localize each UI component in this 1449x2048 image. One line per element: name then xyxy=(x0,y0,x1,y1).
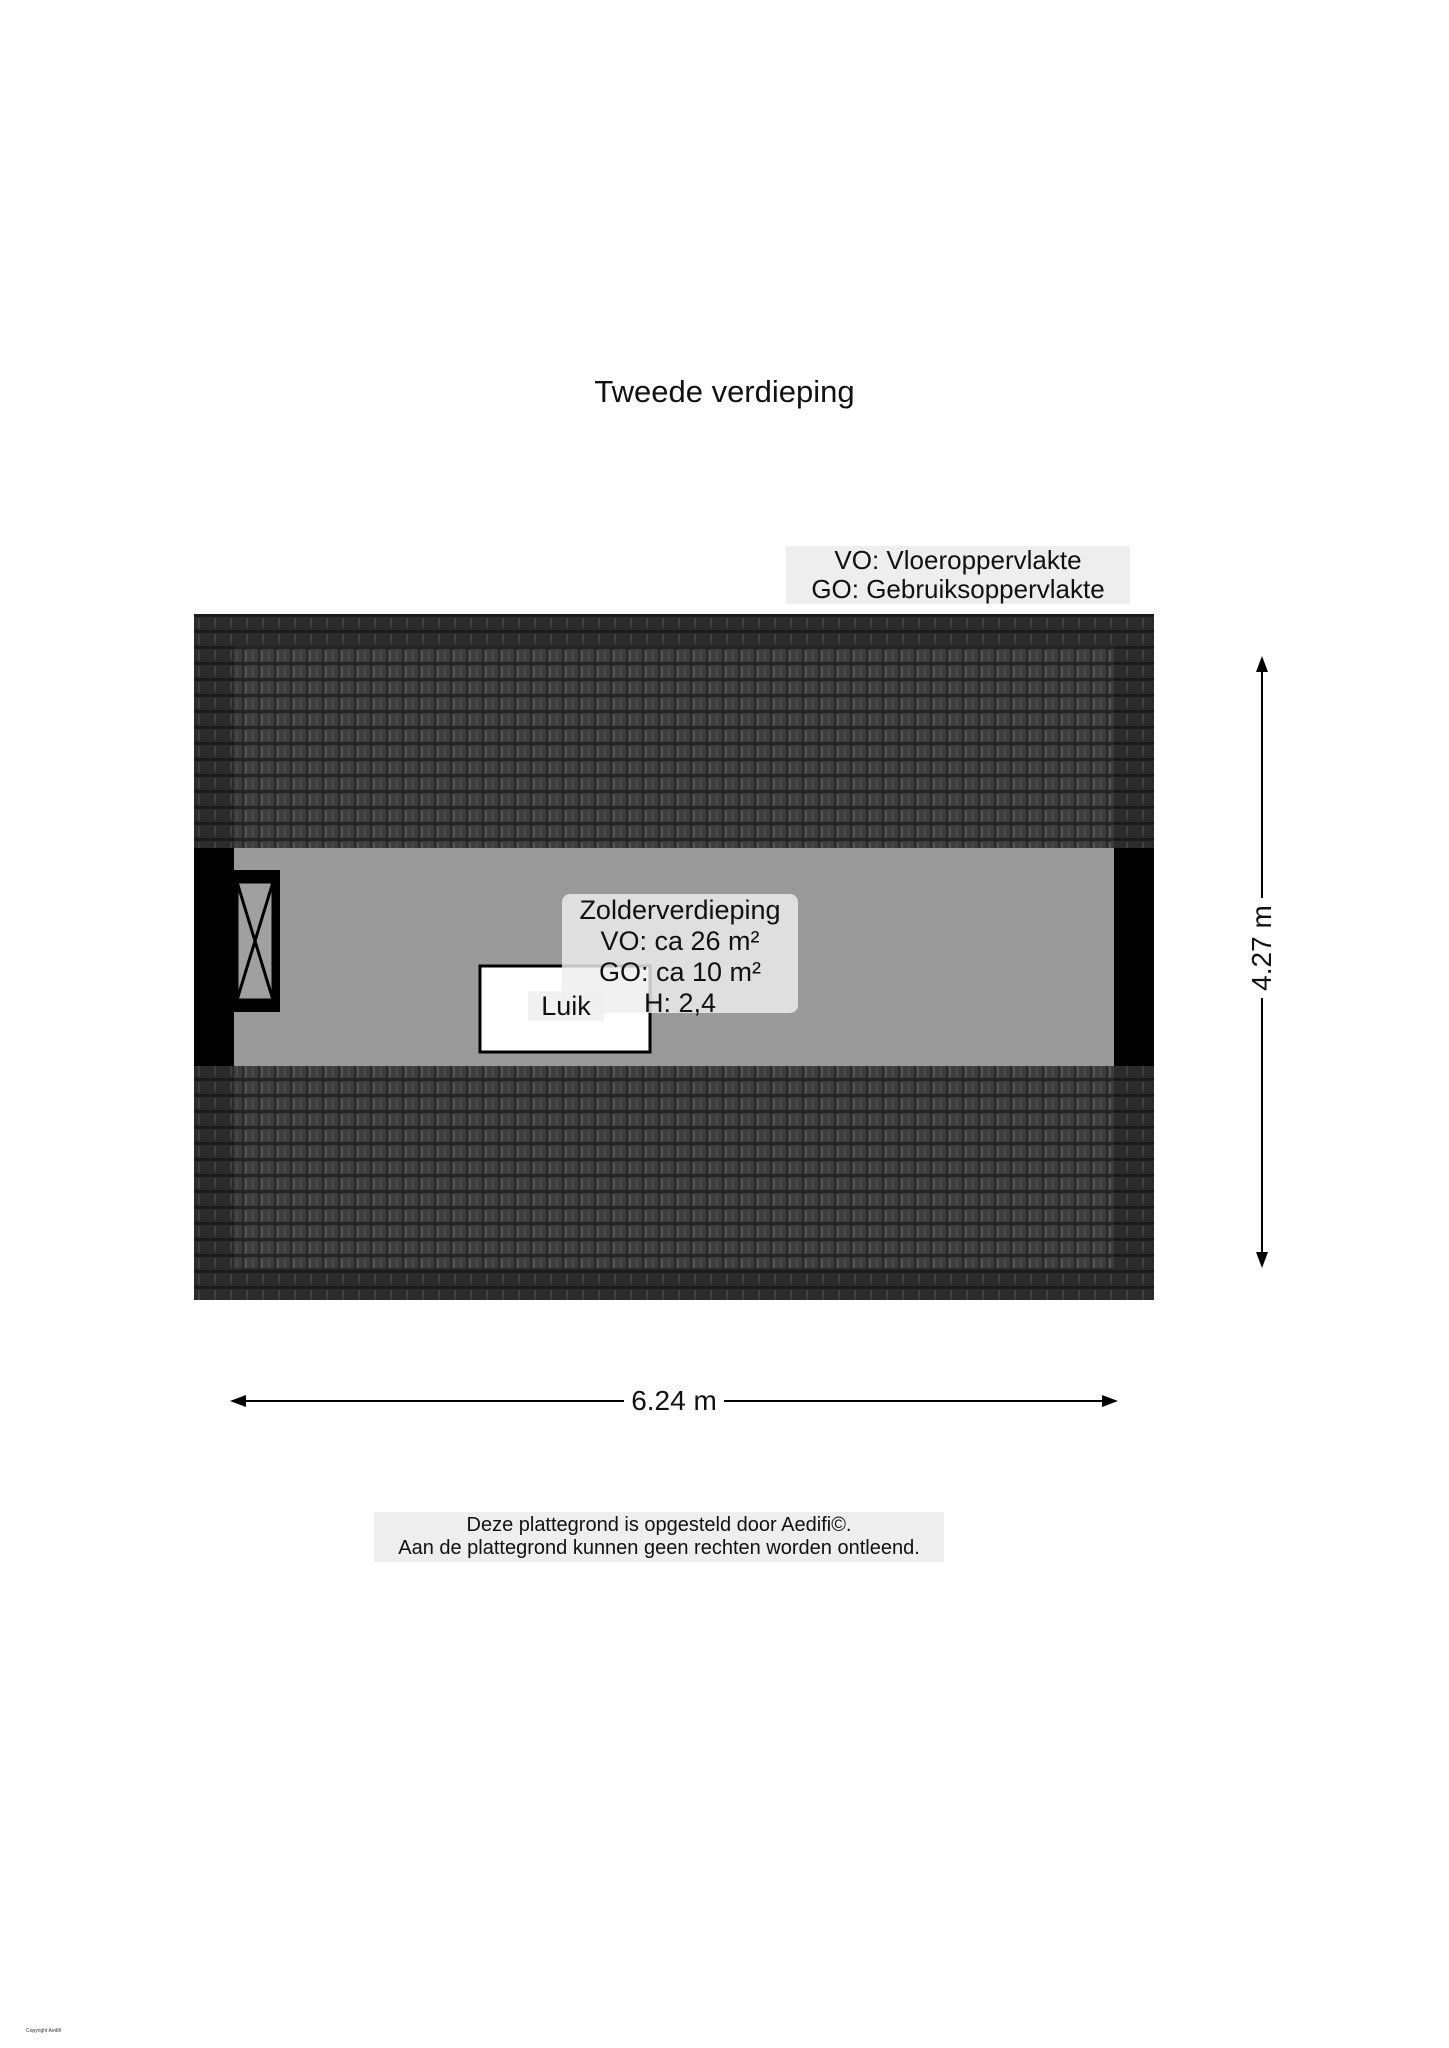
room-name: Zolderverdieping xyxy=(579,895,781,925)
disclaimer-line-1: Deze plattegrond is opgesteld door Aedifi©. xyxy=(466,1514,852,1536)
width-dimension-label: 6.24 m xyxy=(624,1383,724,1419)
page-title: Tweede verdieping xyxy=(594,374,855,409)
room-vo: VO: ca 26 m² xyxy=(600,926,760,956)
disclaimer xyxy=(374,1512,944,1562)
depth-dimension-label: 4.27 m xyxy=(1244,898,1280,998)
roof-bottom xyxy=(194,1066,1154,1300)
legend-box xyxy=(786,546,1130,604)
window-box xyxy=(234,870,280,1012)
room-go: GO: ca 10 m² xyxy=(598,957,762,987)
room-height: H: 2,4 xyxy=(643,988,717,1018)
right-wall xyxy=(1114,848,1154,1066)
copyright-note: Copyright Aedifi xyxy=(26,2028,62,2034)
left-wall xyxy=(194,848,234,1066)
legend-go: GO: Gebruiksoppervlakte xyxy=(811,574,1105,604)
roof-top xyxy=(194,614,1154,848)
legend-vo: VO: Vloeroppervlakte xyxy=(834,545,1082,575)
disclaimer-line-2: Aan de plattegrond kunnen geen rechten worden ontleend. xyxy=(398,1537,920,1559)
hatch-label: Luik xyxy=(528,991,604,1021)
